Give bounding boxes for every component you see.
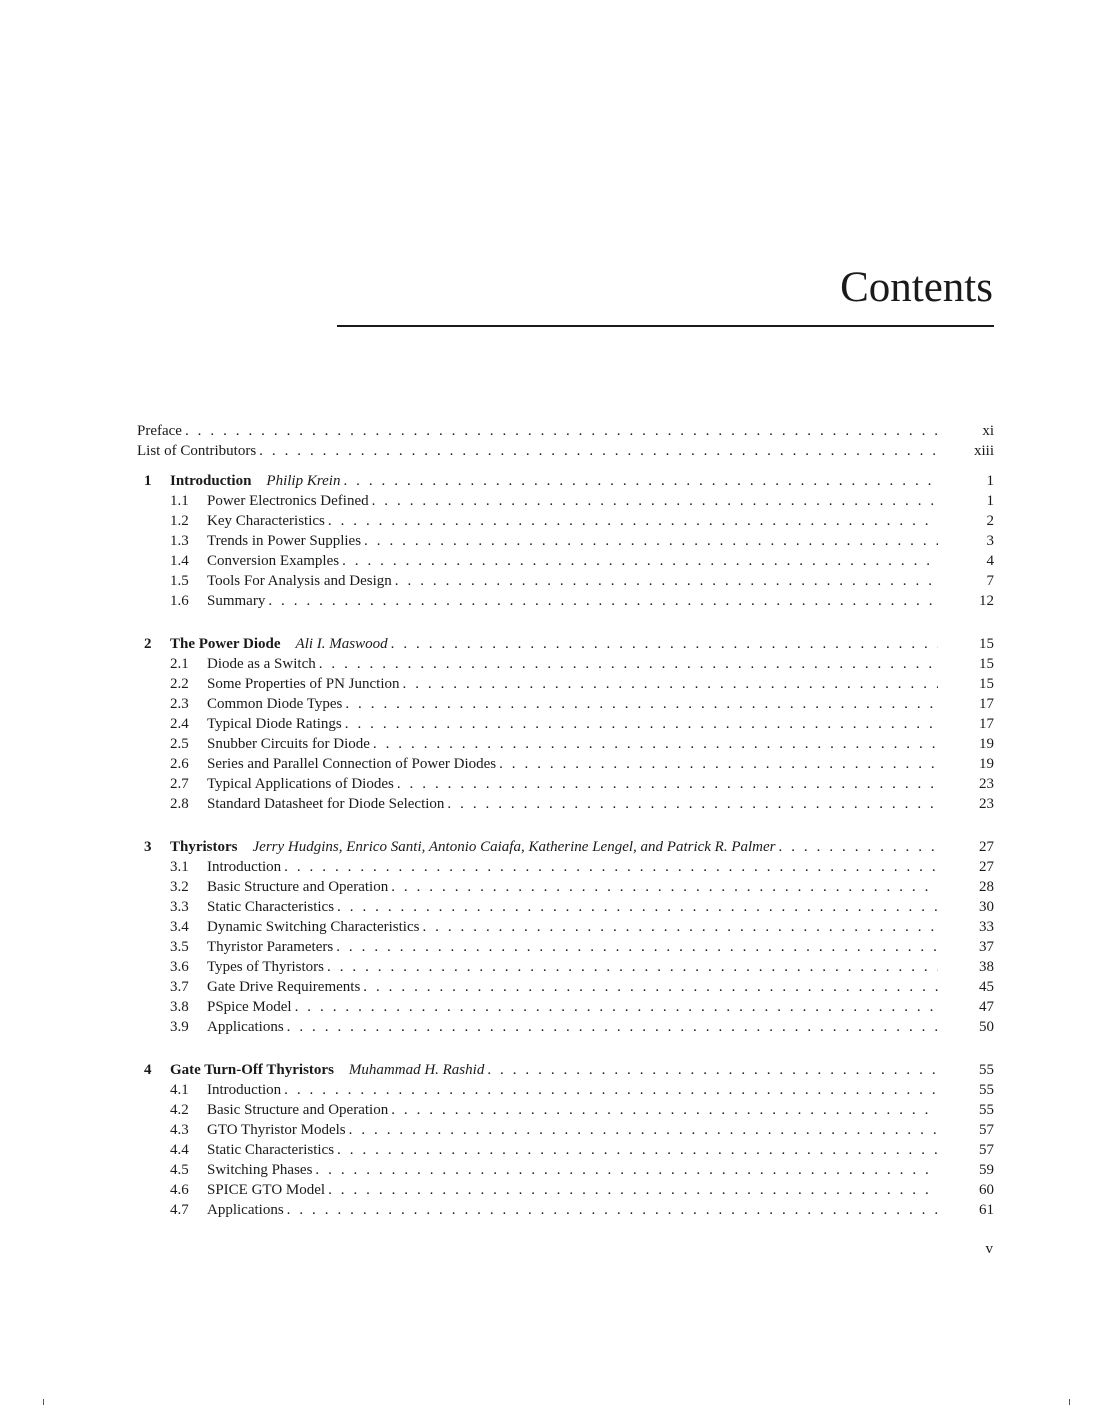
chapter-number: 2: [144, 636, 152, 652]
section-title: Types of Thyristors: [207, 959, 324, 975]
toc-front-entry[interactable]: [137, 421, 994, 441]
section-title: Introduction: [207, 1082, 282, 1098]
toc-section-entry[interactable]: [137, 571, 994, 591]
toc-section-entry[interactable]: [137, 877, 994, 897]
leader-dots: [324, 957, 938, 977]
toc-section-entry[interactable]: [137, 917, 994, 937]
toc-page-number: xi: [982, 423, 994, 439]
leader-dots: [325, 511, 938, 531]
chapter-title: Thyristors: [170, 839, 238, 855]
section-number: 2.1: [170, 656, 189, 672]
table-of-contents: [137, 421, 994, 1220]
toc-section-entry[interactable]: [137, 977, 994, 997]
section-number: 4.7: [170, 1202, 189, 1218]
toc-page-number: 45: [979, 979, 994, 995]
toc-page-number: 15: [979, 636, 994, 652]
section-number: 1.4: [170, 553, 189, 569]
toc-page-number: 1: [986, 493, 994, 509]
section-number: 3.4: [170, 919, 189, 935]
toc-section-entry[interactable]: [137, 1120, 994, 1140]
section-number: 1.5: [170, 573, 189, 589]
toc-section-entry[interactable]: [137, 794, 994, 814]
section-title: Diode as a Switch: [207, 656, 316, 672]
section-number: 4.6: [170, 1182, 189, 1198]
section-title: Applications: [207, 1019, 284, 1035]
section-title: Key Characteristics: [207, 513, 325, 529]
toc-section-entry[interactable]: [137, 734, 994, 754]
toc-page-number: 7: [986, 573, 994, 589]
toc-section-entry[interactable]: [137, 654, 994, 674]
section-title: Basic Structure and Operation: [207, 879, 389, 895]
chapter-title: The Power Diode: [170, 636, 281, 652]
toc-page-number: 1: [986, 473, 994, 489]
leader-dots: [484, 1060, 938, 1080]
section-number: 4.5: [170, 1162, 189, 1178]
section-number: 3.3: [170, 899, 189, 915]
crop-mark: [1069, 1399, 1070, 1405]
title-rule: [337, 325, 994, 327]
toc-page-number: 59: [979, 1162, 994, 1178]
toc-section-entry[interactable]: [137, 694, 994, 714]
leader-dots: [312, 1160, 938, 1180]
toc-entry-label: Preface: [137, 423, 182, 439]
toc-section-entry[interactable]: [137, 957, 994, 977]
section-title: Typical Diode Ratings: [207, 716, 342, 732]
chapter-number: 3: [144, 839, 152, 855]
leader-dots: [392, 571, 938, 591]
toc-page-number: 37: [979, 939, 994, 955]
leader-dots: [360, 977, 938, 997]
section-title: Gate Drive Requirements: [207, 979, 361, 995]
toc-section-entry[interactable]: [137, 674, 994, 694]
section-number: 3.7: [170, 979, 189, 995]
leader-dots: [388, 1100, 938, 1120]
leader-dots: [182, 421, 938, 441]
leader-dots: [342, 694, 938, 714]
section-title: Tools For Analysis and Design: [207, 573, 392, 589]
section-title: Common Diode Types: [207, 696, 343, 712]
leader-dots: [346, 1120, 938, 1140]
toc-page-number: 50: [979, 1019, 994, 1035]
leader-dots: [281, 1080, 938, 1100]
leader-dots: [339, 551, 938, 571]
section-number: 3.2: [170, 879, 189, 895]
section-number: 2.7: [170, 776, 189, 792]
toc-page-number: 55: [979, 1082, 994, 1098]
toc-page-number: 61: [979, 1202, 994, 1218]
chapter-authors: Jerry Hudgins, Enrico Santi, Antonio Caiafa, Katherine Lengel, and Patrick R. Palmer: [252, 839, 776, 855]
chapter-authors: Muhammad H. Rashid: [348, 1062, 485, 1078]
leader-dots: [342, 714, 938, 734]
toc-section-entry[interactable]: [137, 551, 994, 571]
section-title: SPICE GTO Model: [207, 1182, 326, 1198]
leader-dots: [292, 997, 938, 1017]
chapter-number: 1: [144, 473, 152, 489]
toc-page-number: 23: [979, 796, 994, 812]
toc-page-number: 19: [979, 736, 994, 752]
leader-dots: [361, 531, 938, 551]
chapter-authors: Philip Krein: [266, 473, 341, 489]
leader-dots: [776, 837, 938, 857]
section-number: 2.2: [170, 676, 189, 692]
toc-section-entry[interactable]: [137, 591, 994, 611]
section-title: Typical Applications of Diodes: [207, 776, 394, 792]
toc-page-number: 28: [979, 879, 994, 895]
section-title: GTO Thyristor Models: [207, 1122, 346, 1138]
toc-section-entry[interactable]: [137, 531, 994, 551]
leader-dots: [369, 491, 938, 511]
section-number: 3.5: [170, 939, 189, 955]
toc-section-entry[interactable]: [137, 1080, 994, 1100]
toc-page-number: 27: [979, 859, 994, 875]
toc-page-number: 17: [979, 696, 994, 712]
chapter-list: [137, 471, 994, 1220]
section-title: Snubber Circuits for Diode: [207, 736, 370, 752]
toc-chapter-entry[interactable]: [137, 837, 994, 857]
leader-dots: [419, 917, 938, 937]
leader-dots: [394, 774, 938, 794]
section-title: Static Characteristics: [207, 1142, 335, 1158]
toc-page-number: 19: [979, 756, 994, 772]
section-number: 3.1: [170, 859, 189, 875]
section-number: 4.1: [170, 1082, 189, 1098]
toc-page-number: 15: [979, 656, 994, 672]
toc-front-entry[interactable]: [137, 441, 994, 461]
toc-section-entry[interactable]: [137, 1200, 994, 1220]
leader-dots: [325, 1180, 938, 1200]
section-number: 2.6: [170, 756, 189, 772]
toc-page-number: 27: [979, 839, 994, 855]
page-title: Contents: [840, 264, 993, 311]
section-number: 2.3: [170, 696, 189, 712]
toc-section-entry[interactable]: [137, 1140, 994, 1160]
toc-page-number: 15: [979, 676, 994, 692]
section-number: 4.2: [170, 1102, 189, 1118]
toc-page-number: 55: [979, 1062, 994, 1078]
section-title: Some Properties of PN Junction: [207, 676, 400, 692]
section-number: 1.6: [170, 593, 189, 609]
toc-section-entry[interactable]: [137, 997, 994, 1017]
section-number: 3.6: [170, 959, 189, 975]
chapter-authors: Ali I. Maswood: [295, 636, 388, 652]
section-title: Dynamic Switching Characteristics: [207, 919, 420, 935]
toc-page-number: 12: [979, 593, 994, 609]
toc-chapter-entry[interactable]: [137, 1060, 994, 1080]
crop-mark: [43, 1399, 44, 1405]
toc-section-entry[interactable]: [137, 491, 994, 511]
section-number: 1.1: [170, 493, 189, 509]
toc-chapter-entry[interactable]: [137, 634, 994, 654]
toc-page-number: 60: [979, 1182, 994, 1198]
section-title: Standard Datasheet for Diode Selection: [207, 796, 445, 812]
toc-section-entry[interactable]: [137, 774, 994, 794]
toc-section-entry[interactable]: [137, 1160, 994, 1180]
toc-page-number: 4: [986, 553, 994, 569]
section-title: Switching Phases: [207, 1162, 313, 1178]
toc-page-number: 33: [979, 919, 994, 935]
leader-dots: [496, 754, 938, 774]
section-title: Summary: [207, 593, 266, 609]
toc-page-number: 17: [979, 716, 994, 732]
toc-page-number: 57: [979, 1122, 994, 1138]
toc-section-entry[interactable]: [137, 1100, 994, 1120]
toc-section-entry[interactable]: [137, 857, 994, 877]
toc-chapter-entry[interactable]: [137, 471, 994, 491]
toc-page-number: 38: [979, 959, 994, 975]
section-title: Static Characteristics: [207, 899, 335, 915]
page-folio: v: [985, 1241, 993, 1257]
section-number: 2.5: [170, 736, 189, 752]
toc-section-entry[interactable]: [137, 937, 994, 957]
toc-section-entry[interactable]: [137, 1017, 994, 1037]
toc-section-entry[interactable]: [137, 511, 994, 531]
section-number: 1.3: [170, 533, 189, 549]
toc-page-number: 2: [986, 513, 994, 529]
section-title: Introduction: [207, 859, 282, 875]
leader-dots: [256, 441, 938, 461]
leader-dots: [444, 794, 938, 814]
toc-section-entry[interactable]: [137, 714, 994, 734]
toc-page-number: 3: [986, 533, 994, 549]
section-number: 2.4: [170, 716, 189, 732]
section-title: Applications: [207, 1202, 284, 1218]
section-number: 2.8: [170, 796, 189, 812]
section-title: PSpice Model: [207, 999, 292, 1015]
chapter-number: 4: [144, 1062, 152, 1078]
toc-entry-label: List of Contributors: [137, 443, 257, 459]
leader-dots: [340, 471, 938, 491]
leader-dots: [316, 654, 938, 674]
leader-dots: [334, 1140, 938, 1160]
toc-page-number: xiii: [973, 443, 994, 459]
section-number: 4.4: [170, 1142, 189, 1158]
toc-page-number: 47: [979, 999, 994, 1015]
leader-dots: [333, 937, 938, 957]
leader-dots: [400, 674, 939, 694]
leader-dots: [370, 734, 938, 754]
section-title: Thyristor Parameters: [207, 939, 334, 955]
toc-page-number: 23: [979, 776, 994, 792]
leader-dots: [334, 897, 938, 917]
section-number: 1.2: [170, 513, 189, 529]
section-title: Conversion Examples: [207, 553, 340, 569]
section-number: 4.3: [170, 1122, 189, 1138]
leader-dots: [388, 877, 938, 897]
toc-page-number: 57: [979, 1142, 994, 1158]
leader-dots: [265, 591, 938, 611]
chapter-title: Gate Turn-Off Thyristors: [170, 1062, 334, 1078]
chapter-title: Introduction: [170, 473, 252, 489]
leader-dots: [284, 1200, 938, 1220]
section-title: Series and Parallel Connection of Power Diodes: [207, 756, 497, 772]
section-number: 3.8: [170, 999, 189, 1015]
toc-section-entry[interactable]: [137, 897, 994, 917]
leader-dots: [281, 857, 938, 877]
leader-dots: [388, 634, 938, 654]
leader-dots: [284, 1017, 938, 1037]
toc-section-entry[interactable]: [137, 1180, 994, 1200]
section-title: Power Electronics Defined: [207, 493, 369, 509]
toc-page-number: 55: [979, 1102, 994, 1118]
section-title: Basic Structure and Operation: [207, 1102, 389, 1118]
toc-page-number: 30: [979, 899, 994, 915]
section-title: Trends in Power Supplies: [207, 533, 362, 549]
section-number: 3.9: [170, 1019, 189, 1035]
toc-section-entry[interactable]: [137, 754, 994, 774]
